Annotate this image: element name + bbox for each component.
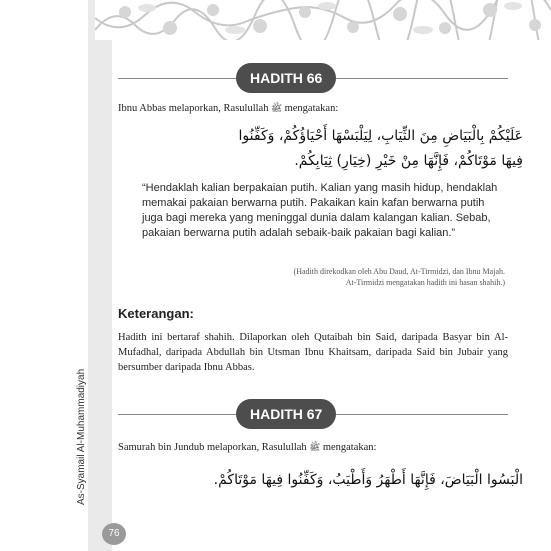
keterangan-body: Hadith ini bertaraf shahih. Dilaporkan oleh Qutaibah bin Said, daripada Basyar bin Al-Mufadhal, daripada Abdullah bin Utsman Ibnu Khaitsam, daripada Said bin Jubair yang bersumber daripada Ibnu Abbas. (118, 332, 508, 373)
intro-text: Ibnu Abbas melaporkan, Rasulullah (118, 103, 269, 114)
hadith-67-arabic-line-1: الْبَسُوا الْبَيَاضَ، فَإِنَّهَا أَطْهَرُ وَأَطْيَبُ، وَكَفِّنُوا فِيهَا مَوْتَاكُمْ. (213, 472, 523, 488)
hadith-66-arabic-line-2: فِيهَا مَوْتَاكُمْ، فَإِنَّهَا مِنْ خَيْرِ (خِيَارِ) ثِيَابِكُمْ. (294, 153, 523, 169)
hadith-67-badge: HADITH 67 (236, 399, 336, 429)
honorific-glyph: ﷺ (309, 443, 321, 453)
hadith-66-badge: HADITH 66 (236, 63, 336, 93)
hadith-66-intro (118, 102, 338, 116)
page-sidebar (88, 0, 112, 551)
floral-ornament-icon (95, 0, 551, 40)
page-number: 76 (102, 523, 126, 545)
hadith-66-header (118, 63, 508, 93)
hadith-66-source (160, 266, 505, 288)
hadith-66-arabic-line-1: عَلَيْكُمْ بِالْبَيَاضِ مِنَ الثِّيَابِ، لِيَلْبَسْهَا أَحْيَاؤُكُمْ، وَكَفِّنُوا (238, 128, 523, 144)
keterangan-heading: Keterangan: (118, 306, 194, 321)
intro-tail: mengatakan: (284, 103, 339, 114)
book-title: As-Syamail Al-Muhammadiyah (76, 368, 87, 505)
hadith-66-translation: “Hendaklah kalian berpakaian putih. Kalian yang masih hidup, hendaklah memakai pakaian berwarna putih. Pakaikan kain kafan berwarna putih juga bagi mereka yang meninggal dunia dalam kalangan kalian. Sebab, pakaian berwarna putih adalah sebaik-baik pakaian bagi kalian.” (142, 182, 498, 239)
source-line-1: (Hadith direkodkan oleh Abu Daud, At-Tirmidzi, dan Ibnu Majah. (293, 267, 505, 276)
source-line-2: At-Tirmidzi mengatakan hadith ini hasan shahih.) (345, 278, 505, 287)
hadith-67-intro (118, 441, 376, 455)
intro-text: Samurah bin Jundub melaporkan, Rasulullah (118, 442, 307, 453)
honorific-glyph: ﷺ (271, 104, 282, 114)
intro-tail: mengatakan: (322, 442, 377, 453)
hadith-67-header (118, 399, 508, 429)
